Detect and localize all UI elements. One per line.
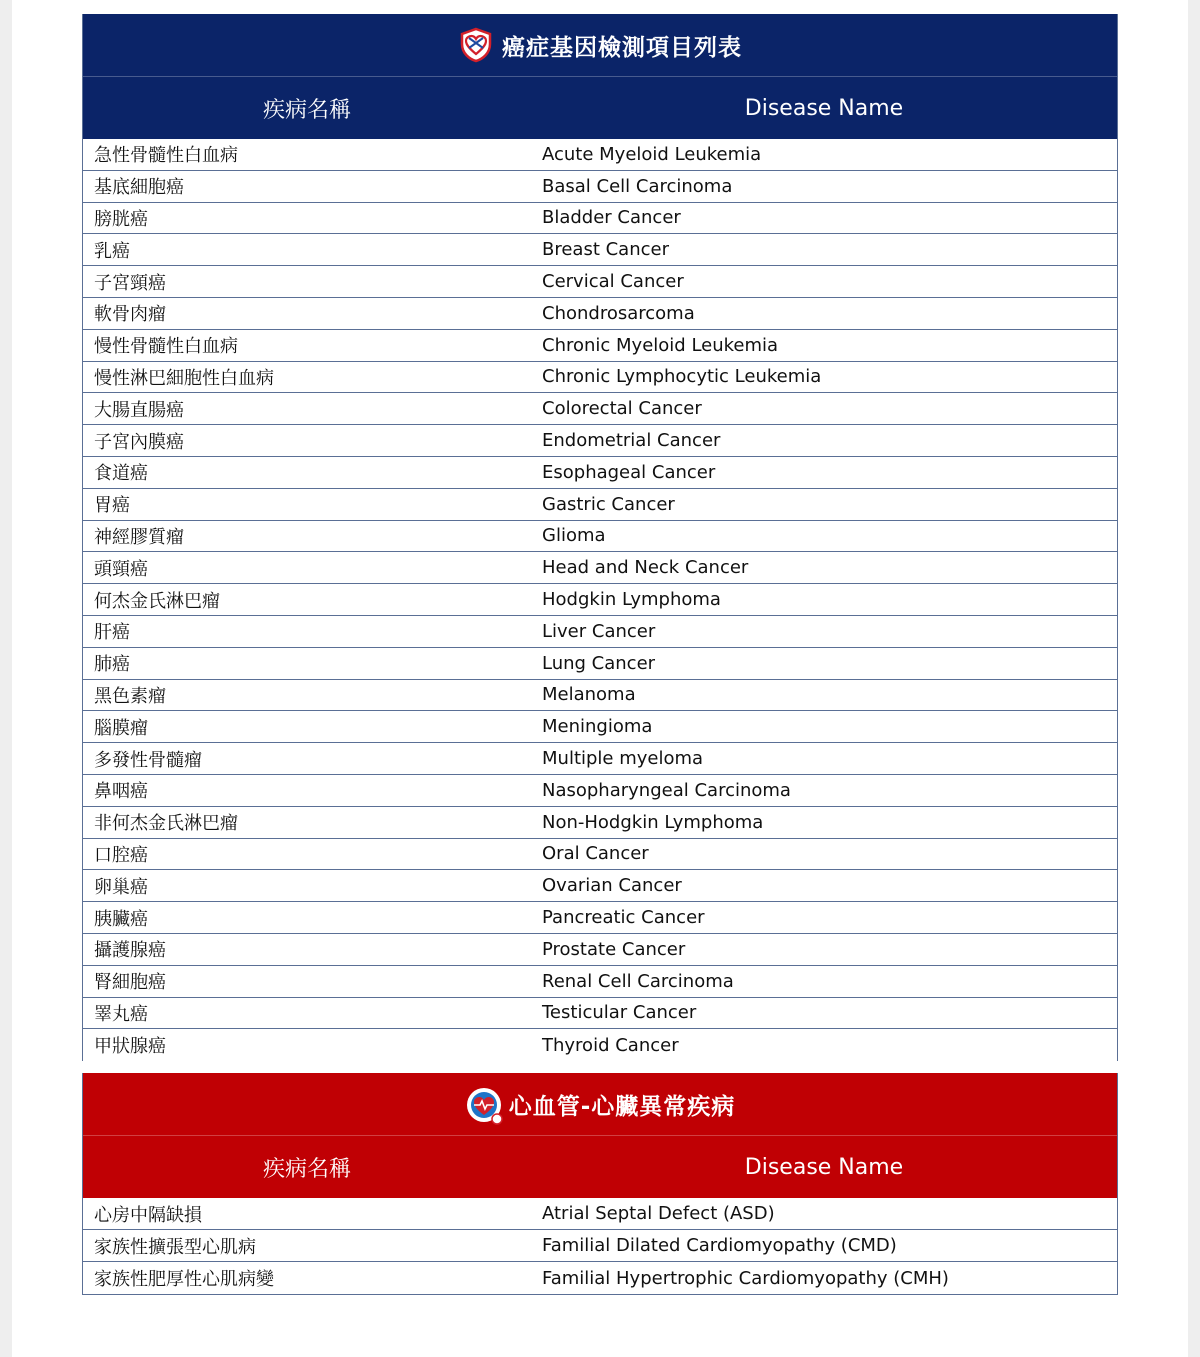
- table-row: [83, 648, 1117, 680]
- disease-name-english: Thyroid Cancer: [542, 1034, 679, 1056]
- cardio-table-title-bar: [83, 1073, 1117, 1135]
- disease-name-chinese: 家族性肥厚性心肌病變: [94, 1269, 274, 1290]
- disease-name-chinese: 口腔癌: [94, 844, 148, 866]
- disease-name-english: Acute Myeloid Leukemia: [542, 143, 762, 165]
- cancer-table-body: [83, 139, 1117, 1061]
- column-header-chinese-name: 疾病名稱: [262, 1156, 351, 1182]
- column-header-disease-name: Disease Name: [744, 95, 904, 121]
- disease-name-english: Ovarian Cancer: [542, 875, 682, 897]
- table-row: [83, 711, 1117, 743]
- disease-name-english: Familial Dilated Cardiomyopathy (CMD): [542, 1235, 897, 1256]
- disease-name-chinese: 乳癌: [94, 240, 130, 262]
- disease-name-english: Chronic Myeloid Leukemia: [542, 334, 779, 356]
- disease-name-english: Non-Hodgkin Lymphoma: [542, 811, 764, 833]
- disease-name-chinese: 腎細胞癌: [94, 972, 166, 994]
- cancer-table-header: [83, 76, 1117, 139]
- disease-name-chinese: 子宮頸癌: [94, 272, 166, 294]
- disease-name-chinese: 睪丸癌: [94, 1003, 148, 1025]
- disease-name-chinese: 食道癌: [94, 463, 148, 485]
- shield-heart-icon: [458, 27, 494, 63]
- disease-name-chinese: 心房中隔缺損: [94, 1204, 202, 1226]
- disease-name-chinese: 非何杰金氏淋巴瘤: [94, 813, 238, 835]
- disease-name-english: Testicular Cancer: [542, 1002, 697, 1024]
- table-row: [83, 266, 1117, 298]
- table-row: [83, 584, 1117, 616]
- disease-name-chinese: 家族性擴張型心肌病: [94, 1236, 256, 1258]
- disease-name-chinese: 攝護腺癌: [94, 940, 166, 962]
- cardio-table-header: [83, 1135, 1117, 1198]
- disease-name-chinese: 大腸直腸癌: [94, 399, 184, 421]
- page-edge-right: [1188, 0, 1200, 1357]
- disease-name-english: Lung Cancer: [542, 652, 656, 674]
- table-row: [83, 998, 1117, 1030]
- table-row: [83, 807, 1117, 839]
- disease-name-chinese: 頭頸癌: [94, 558, 148, 580]
- disease-name-chinese: 慢性淋巴細胞性白血病: [94, 367, 274, 389]
- disease-name-english: Bladder Cancer: [542, 207, 681, 229]
- table-row: [83, 171, 1117, 203]
- table-row: [83, 489, 1117, 521]
- disease-name-english: Prostate Cancer: [542, 938, 686, 960]
- column-header-disease-name: Disease Name: [744, 1154, 904, 1180]
- table-row: [83, 457, 1117, 489]
- disease-name-chinese: 胃癌: [94, 495, 130, 517]
- table-row: [83, 203, 1117, 235]
- disease-name-chinese: 神經膠質瘤: [94, 526, 184, 548]
- table-row: [83, 839, 1117, 871]
- cancer-table-title-bar: [83, 14, 1117, 76]
- page-edge-left: [0, 0, 12, 1357]
- disease-name-english: Meningioma: [542, 716, 653, 738]
- table-row: [83, 743, 1117, 775]
- disease-name-chinese: 多發性骨髓瘤: [94, 749, 202, 771]
- table-row: [83, 521, 1117, 553]
- disease-name-english: Renal Cell Carcinoma: [542, 970, 734, 992]
- disease-name-chinese: 肺癌: [94, 654, 130, 676]
- disease-name-english: Breast Cancer: [542, 239, 669, 261]
- table-row: [83, 139, 1117, 171]
- table-row: [83, 298, 1117, 330]
- disease-name-english: Chondrosarcoma: [542, 302, 695, 324]
- heart-stethoscope-icon: [465, 1086, 501, 1122]
- table-row: [83, 902, 1117, 934]
- disease-name-english: Esophageal Cancer: [542, 461, 716, 483]
- disease-name-chinese: 慢性骨髓性白血病: [94, 336, 238, 358]
- disease-name-chinese: 腦膜瘤: [94, 717, 148, 739]
- table-row: [83, 1198, 1117, 1230]
- disease-name-english: Liver Cancer: [542, 620, 656, 642]
- table-row: [83, 1262, 1117, 1294]
- table-row: [83, 680, 1117, 712]
- disease-name-english: Familial Hypertrophic Cardiomyopathy (CMH): [542, 1267, 949, 1289]
- disease-name-chinese: 軟骨肉瘤: [94, 304, 166, 326]
- table-row: [83, 362, 1117, 394]
- disease-name-chinese: 胰臟癌: [94, 908, 148, 930]
- cancer-table-title: 癌症基因檢測項目列表: [502, 34, 742, 61]
- table-row: [83, 870, 1117, 902]
- disease-name-english: Atrial Septal Defect (ASD): [542, 1203, 775, 1224]
- disease-name-english: Melanoma: [542, 684, 636, 706]
- disease-name-english: Endometrial Cancer: [542, 430, 721, 452]
- table-row: [83, 775, 1117, 807]
- disease-name-chinese: 膀胱癌: [94, 208, 148, 230]
- table-row: [83, 934, 1117, 966]
- disease-name-english: Head and Neck Cancer: [542, 557, 749, 579]
- disease-name-english: Hodgkin Lymphoma: [542, 589, 721, 611]
- disease-name-chinese: 急性骨髓性白血病: [94, 145, 238, 167]
- disease-name-chinese: 甲狀腺癌: [94, 1036, 166, 1058]
- disease-name-chinese: 鼻咽癌: [94, 781, 148, 803]
- table-row: [83, 1029, 1117, 1061]
- disease-name-english: Nasopharyngeal Carcinoma: [542, 779, 791, 801]
- table-row: [83, 552, 1117, 584]
- disease-name-english: Colorectal Cancer: [542, 398, 702, 420]
- disease-name-chinese: 基底細胞癌: [94, 177, 184, 199]
- table-row: [83, 393, 1117, 425]
- table-row: [83, 1230, 1117, 1262]
- column-header-chinese-name: 疾病名稱: [262, 97, 351, 123]
- disease-name-english: Basal Cell Carcinoma: [542, 175, 733, 197]
- table-row: [83, 966, 1117, 998]
- disease-name-english: Pancreatic Cancer: [542, 907, 705, 929]
- disease-name-chinese: 肝癌: [94, 622, 130, 644]
- cardio-table-title: 心血管-心臟異常疾病: [508, 1093, 736, 1120]
- disease-name-english: Oral Cancer: [542, 843, 649, 865]
- table-row: [83, 330, 1117, 362]
- table-row: [83, 425, 1117, 457]
- disease-name-english: Multiple myeloma: [542, 748, 704, 770]
- disease-name-chinese: 何杰金氏淋巴瘤: [94, 590, 220, 612]
- cancer-gene-test-table: [82, 14, 1118, 1061]
- disease-name-english: Chronic Lymphocytic Leukemia: [542, 366, 822, 388]
- cardio-table-body: [83, 1198, 1117, 1294]
- table-row: [83, 616, 1117, 648]
- disease-name-english: Cervical Cancer: [542, 271, 684, 293]
- disease-name-english: Glioma: [542, 525, 606, 547]
- cardio-disease-table: [82, 1073, 1118, 1295]
- disease-name-english: Gastric Cancer: [542, 493, 675, 515]
- disease-name-chinese: 卵巢癌: [94, 876, 148, 898]
- disease-name-chinese: 子宮內膜癌: [94, 431, 184, 453]
- table-row: [83, 234, 1117, 266]
- disease-name-chinese: 黑色素瘤: [94, 685, 166, 707]
